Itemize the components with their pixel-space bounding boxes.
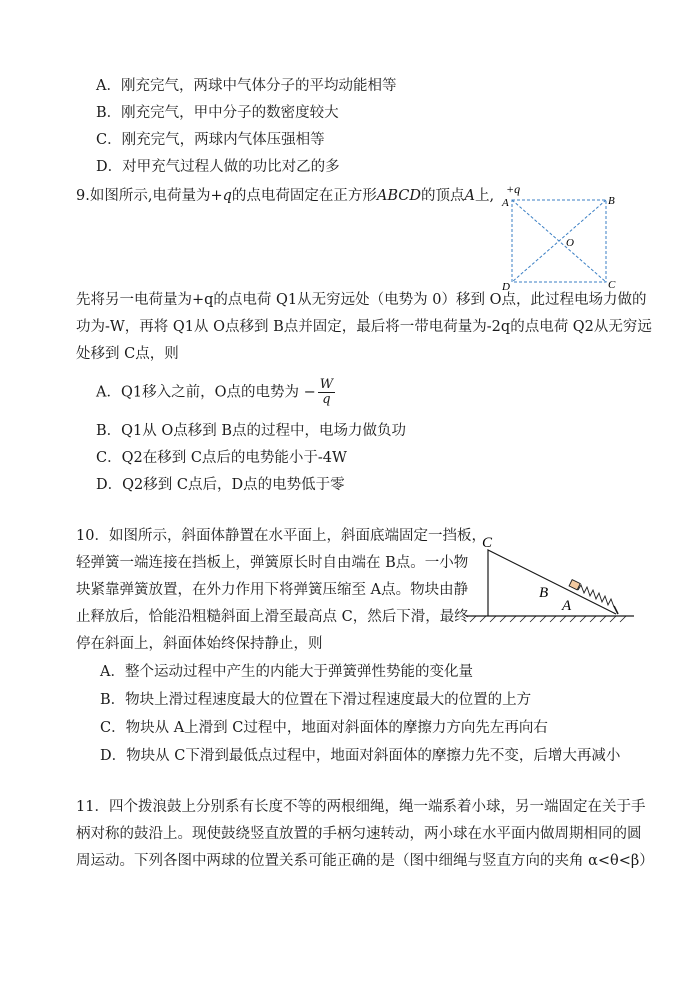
q9-option-d: D．Q2移到 C点后，D点的电势低于零 xyxy=(96,477,345,493)
q10-option-b: B．物块上滑过程速度最大的位置在下滑过程速度最大的位置的上方 xyxy=(100,692,532,708)
incline-body xyxy=(488,550,616,616)
q9-option-a: A．Q1移入之前，O点的电势为 − $\frac{W}{q}$ xyxy=(96,377,334,407)
label-c: C xyxy=(608,279,616,291)
label-charge: +q xyxy=(506,182,521,196)
q11-stem-line1: 11．四个拨浪鼓上分别系有长度不等的两根细绳，绳一端系着小球，另一端固定在关于手 xyxy=(76,799,646,815)
q8-option-d: D．对甲充气过程人做的功比对乙的多 xyxy=(96,159,340,175)
label-a: A xyxy=(562,598,572,614)
ground-hatching xyxy=(470,616,626,622)
q10-option-a: A．整个运动过程中产生的内能大于弹簧弹性势能的变化量 xyxy=(100,664,473,680)
label-c: C xyxy=(482,535,493,551)
q11-stem-line2: 柄对称的鼓沿上。现使鼓绕竖直放置的手柄匀速转动，两小球在水平面内做周期相同的圆 xyxy=(76,826,642,842)
q9-stem-line2: 先将另一电荷量为+q的点电荷 Q1从无穷远处（电势为 0）移到 O点，此过程电场力做的 xyxy=(76,292,647,308)
q10-stem-line3: 块紧靠弹簧放置，在外力作用下将弹簧压缩至 A点。物块由静 xyxy=(76,582,469,598)
q10-option-d: D．物块从 C下滑到最低点过程中，地面对斜面体的摩擦力先不变，后增大再减小 xyxy=(100,748,621,764)
label-d: D xyxy=(502,281,510,293)
q9-stem-line1: 9.如图所示,电荷量为+q的点电荷固定在正方形ABCD的顶点A上, xyxy=(76,188,495,204)
q10-incline-figure xyxy=(462,530,638,630)
label-a: A xyxy=(502,197,509,209)
label-o: O xyxy=(566,237,574,249)
q9-stem-line4: 处移到 C点，则 xyxy=(76,346,179,362)
q10-stem-line1: 10．如图所示，斜面体静置在水平面上，斜面底端固定一挡板， xyxy=(76,528,486,544)
q10-stem-line5: 停在斜面上，斜面体始终保持静止，则 xyxy=(76,636,323,652)
q8-option-c: C．刚充完气，两球内气体压强相等 xyxy=(96,132,325,148)
q10-stem-line4: 止释放后，恰能沿粗糙斜面上滑至最高点 C，然后下滑，最终 xyxy=(76,609,469,625)
q10-option-c: C．物块从 A上滑到 C过程中，地面对斜面体的摩擦力方向先左再向右 xyxy=(100,720,548,736)
q9-square-figure xyxy=(500,180,630,293)
q10-stem-line2: 轻弹簧一端连接在挡板上，弹簧原长时自由端在 B点。一小物 xyxy=(76,555,469,571)
q9-option-c: C．Q2在移到 C点后的电势能小于-4W xyxy=(96,450,347,466)
q9-stem-line3: 功为-W，再将 Q1从 O点移到 B点并固定，最后将一带电荷量为-2q的点电荷 Q2从无穷远 xyxy=(76,319,652,335)
label-b: B xyxy=(608,195,615,207)
q8-option-a: A．刚充完气，两球中气体分子的平均动能相等 xyxy=(96,78,397,94)
q11-stem-line3: 周运动。下列各图中两球的位置关系可能正确的是（图中细绳与竖直方向的夹角 α<θ<β） xyxy=(76,853,654,869)
q9-option-b: B．Q1从 O点移到 B点的过程中，电场力做负功 xyxy=(96,423,407,439)
q8-option-b: B．刚充完气，甲中分子的数密度较大 xyxy=(96,105,339,121)
label-b: B xyxy=(539,585,549,601)
